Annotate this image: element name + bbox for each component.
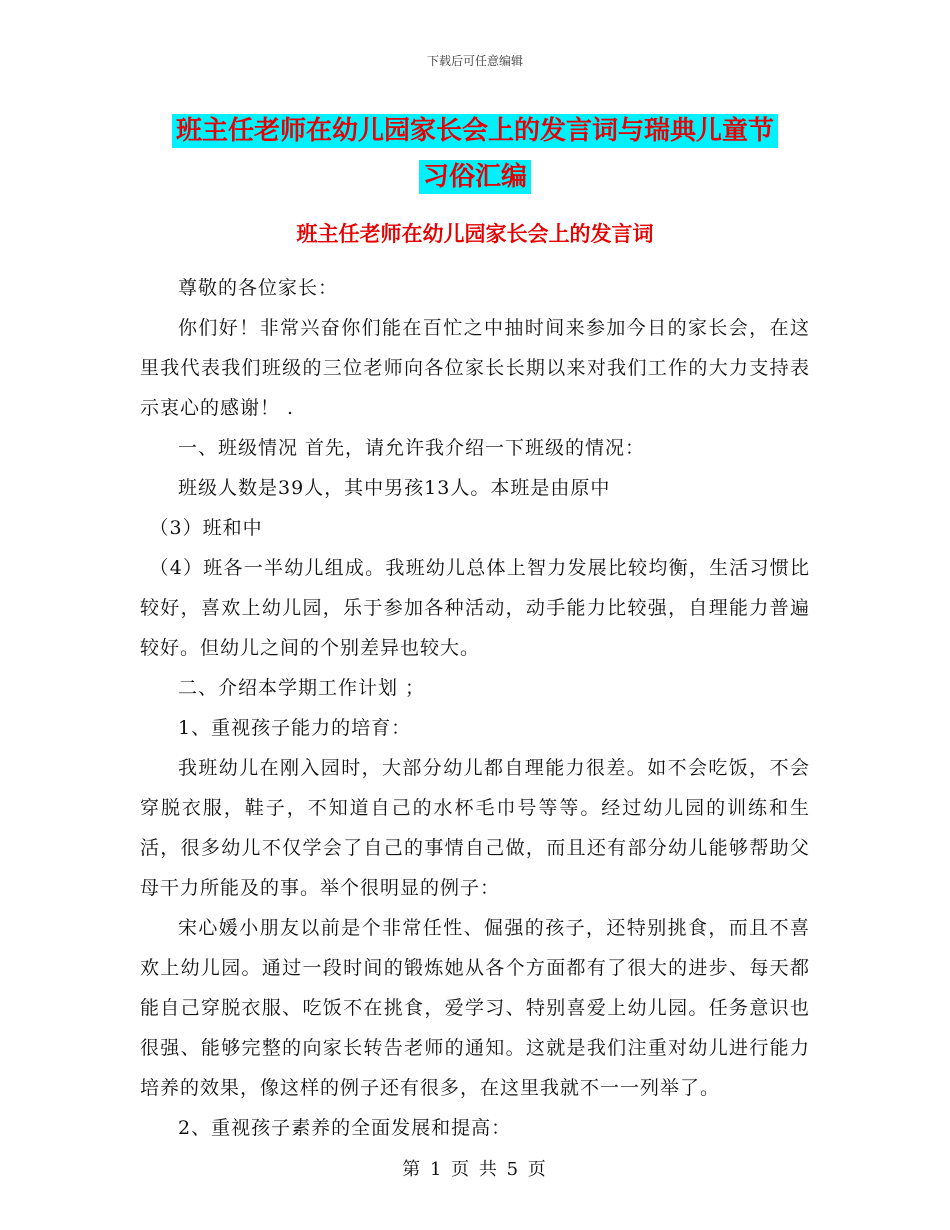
paragraph-heading: 2、重视孩子素养的全面发展和提高： bbox=[178, 1117, 512, 1139]
document-body bbox=[140, 268, 810, 1148]
paragraph: （4）班各一半幼儿组成。我班幼儿总体上智力发展比较均衡，生活习惯比较好，喜欢上幼儿园，乐于参加各种活动，动手能力比较强，自理能力普遍较好。但幼儿之间的个别差异也较大。 bbox=[140, 557, 810, 659]
paragraph: 你们好！非常兴奋你们能在百忙之中抽时间来参加今日的家长会，在这里我代表我们班级的三位老师向各位家长长期以来对我们工作的大力支持表示衷心的感谢！ . bbox=[140, 317, 810, 419]
paragraph-salutation: 尊敬的各位家长： bbox=[178, 277, 339, 299]
paragraph-heading: 一、班级情况 首先，请允许我介绍一下班级的情况： bbox=[178, 437, 646, 459]
page-header: 下载后可任意编辑 bbox=[426, 54, 523, 68]
page-footer: 第 1 页 共 5 页 bbox=[402, 1159, 548, 1180]
paragraph: 班级人数是39人，其中男孩13人。本班是由原中 bbox=[178, 477, 611, 499]
paragraph: （3）班和中 bbox=[149, 517, 263, 539]
paragraph-heading: 1、重视孩子能力的培育： bbox=[178, 717, 412, 739]
section-title: 班主任老师在幼儿园家长会上的发言词 bbox=[296, 221, 654, 246]
paragraph-heading: 二、介绍本学期工作计划 ； bbox=[178, 677, 426, 699]
document-title bbox=[140, 108, 810, 200]
paragraph: 我班幼儿在刚入园时，大部分幼儿都自理能力很差。如不会吃饭，不会穿脱衣服，鞋子，不知道自己的水杯毛巾号等等。经过幼儿园的训练和生活，很多幼儿不仅学会了自己的事情自己做，而且还有部分幼儿能够帮助父母干力所能及的事。举个很明显的例子： bbox=[140, 757, 810, 899]
paragraph: 宋心媛小朋友以前是个非常任性、倔强的孩子，还特别挑食，而且不喜欢上幼儿园。通过一段时间的锻炼她从各个方面都有了很大的进步、每天都能自己穿脱衣服、吃饭不在挑食，爱学习、特别喜爱上幼儿园。任务意识也很强、能够完整的向家长转告老师的通知。这就是我们注重对幼儿进行能力培养的效果，像这样的例子还有很多，在这里我就不一一列举了。 bbox=[140, 917, 810, 1099]
document-title-line-1: 班主任老师在幼儿园家长会上的发言词与瑞典儿童节 bbox=[172, 114, 778, 148]
document-title-line-2: 习俗汇编 bbox=[419, 160, 531, 194]
